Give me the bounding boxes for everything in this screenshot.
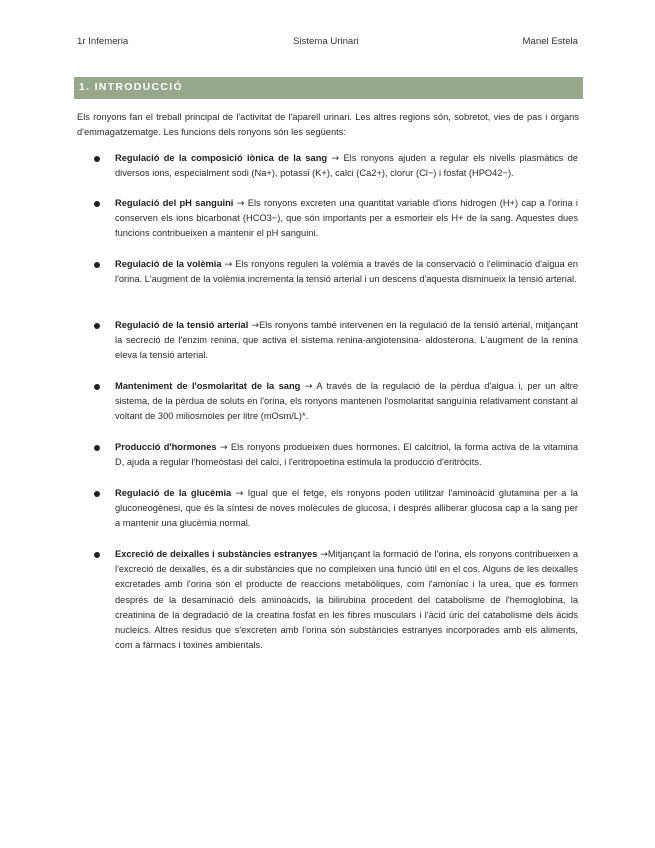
item-term: Regulació de la tensió arterial <box>115 320 249 330</box>
list-item-ionic-composition <box>115 151 578 181</box>
bullet-dot <box>94 384 100 390</box>
bullet-dot <box>94 262 100 268</box>
item-text: Igual que el fetge, els ronyons poden utilitzar l'aminoàcid glutamina per a la gluconeogènesi, que és la síntesi de noves molècules de glucosa, i després alliberar glucosa cap a la sang per a mantenir una glucèmia normal. <box>115 488 578 529</box>
list-item-hormones <box>115 440 578 470</box>
item-text: A través de la regulació de la pèrdua d'aigua i, per un altre sistema, de la pèrdua de soluts en l'orina, els ronyons mantenen l'osmolaritat sanguínia relativament constant al voltant de 300 miliosmoles per litre (mOsm/L)*. <box>115 381 578 422</box>
list-item-ph <box>115 196 578 242</box>
arrow-icon: → <box>320 549 328 560</box>
list-item-osmolarity <box>115 379 578 425</box>
item-term: Excreció de deixalles i substàncies estranyes <box>115 549 318 559</box>
header-subject: Sistema Urinari <box>293 36 359 47</box>
arrow-icon: → <box>236 198 245 209</box>
item-term: Regulació del pH sanguini <box>115 198 234 208</box>
list-item-volemia <box>115 257 578 287</box>
bullet-dot <box>94 156 100 162</box>
item-text: Els ronyons excreten una quantitat variable d'ions hidrogen (H+) cap a l'orina i conserven els ions bicarbonat (HCO3−), que són importants per a esmorteir els H+ de la sang. Aquestes dues funcions contribueixen a mantenir el pH sanguini. <box>115 198 578 239</box>
arrow-icon: → <box>304 381 313 392</box>
arrow-icon: → <box>219 442 228 453</box>
section-heading-bar <box>74 77 583 99</box>
item-term: Producció d'hormones <box>115 442 217 452</box>
item-text: Els ronyons també intervenen en la regulació de la tensió arterial, mitjançant la secreció de l'enzim renina, que activa el sistema renina-angiotensina- aldosterona. L'augment de la renina eleva la tensió arterial. <box>115 320 579 361</box>
item-text: Els ronyons regulen la volèmia a través de la conservació o l'eliminació d'aigua en l'orina. L'augment de la volèmia incrementa la tensió arterial i un descens d'aquesta disminueix la tensió arterial. <box>115 259 578 285</box>
intro-paragraph: Els ronyons fan el treball principal de l'activitat de l'aparell urinari. Les altres regions són, sobretot, vies de pas i òrgans d'emmagatzematge. Les funcions dels ronyons són les següents: <box>77 112 579 137</box>
page-header <box>77 36 578 52</box>
list-item-glycemia <box>115 486 578 532</box>
list-item-blood-pressure <box>115 318 578 364</box>
item-text: Els ronyons ajuden a regular els nivells plasmàtics de diversos ions, especialment sodi (Na+), potassi (K+), calci (Ca2+), clorur (Cl−) i fosfat (HPO42−). <box>115 153 578 179</box>
bullet-dot <box>94 491 100 497</box>
header-author: Manel Estela <box>522 36 578 47</box>
item-term: Regulació de la glucèmia <box>115 488 232 498</box>
item-term: Regulació de la volèmia <box>115 259 222 269</box>
item-text: Mitjançant la formació de l'orina, els ronyons contribueixen a l'excreció de deixalles, és a dir substàncies que no compleixen una funció útil en el cos. Alguns de les deixalles excretades amb l'orina són el producte de reaccions metabòliques, com l'amoníac i la urea, que es formen després de la desaminació dels aminoàcids, la bilirubina procedent del catabolisme de l'hemoglobina, la creatinina de la degradació de la creatina fosfat en les fibres musculars i l'àcid úric del catabolisme dels àcids nucleics. Altres residus que s'excreten amb l'orina són substàncies estranyes incorporades amb els aliments, com a fàrmacs i toxines ambientals. <box>115 549 578 651</box>
arrow-icon: → <box>224 259 233 270</box>
bullet-dot <box>94 445 100 451</box>
bullet-dot <box>94 323 100 329</box>
item-text: Els ronyons produeixen dues hormones. El calcitriol, la forma activa de la vitamina D, ajuda a regular l'homeòstasi del calci, i l'eritropoetina estimula la producció d'eritròcits. <box>115 442 578 468</box>
item-term: Manteniment de l'osmolaritat de la sang <box>115 381 301 391</box>
bullet-dot <box>94 201 100 207</box>
arrow-icon: → <box>235 488 244 499</box>
arrow-icon: → <box>331 153 340 164</box>
list-item-waste-excretion <box>115 547 578 653</box>
bullet-dot <box>94 552 100 558</box>
item-term: Regulació de la composició iònica de la sang <box>115 153 328 163</box>
header-course: 1r Infemeria <box>77 36 129 47</box>
arrow-icon: → <box>251 320 260 331</box>
section-title: 1. INTRODUCCIÓ <box>79 81 183 93</box>
